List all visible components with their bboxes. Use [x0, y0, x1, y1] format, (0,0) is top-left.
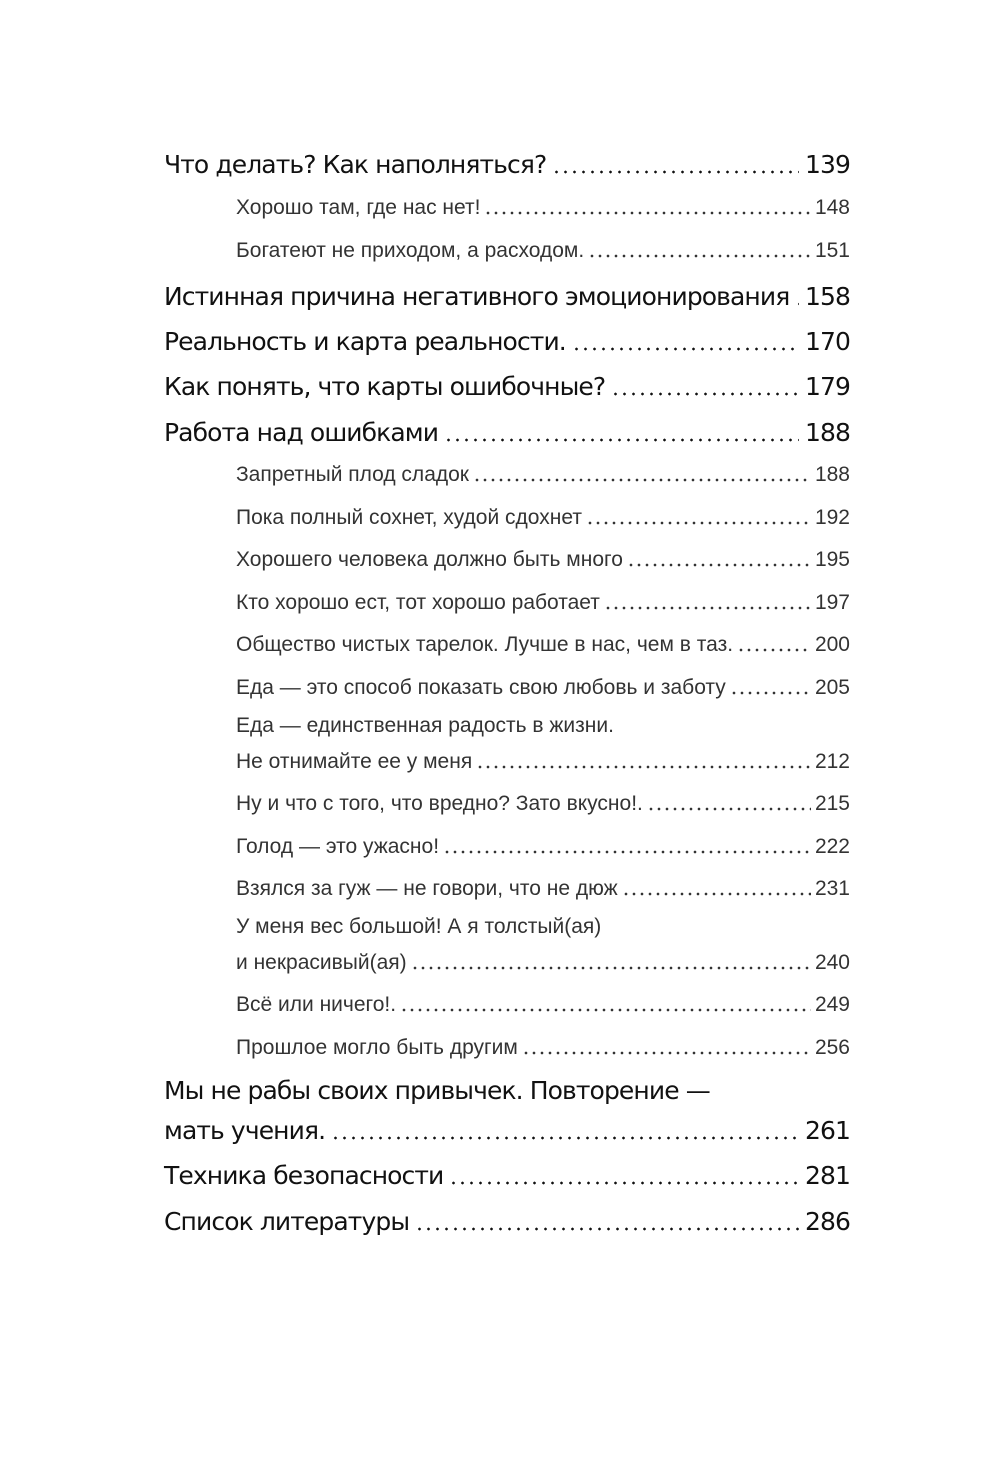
leader-dots	[522, 1051, 811, 1055]
toc-subentry	[236, 989, 850, 1017]
toc-subentry	[236, 629, 850, 657]
toc-entry-title: мать учения.	[164, 1116, 326, 1145]
toc-subentry-title: Запретный плод сладок	[236, 463, 469, 486]
toc-entry-page: 286	[804, 1207, 850, 1236]
toc-subentry	[236, 788, 850, 816]
leader-dots	[444, 438, 799, 442]
toc-entry-title: Как понять, что карты ошибочные?	[164, 372, 606, 401]
leader-dots	[400, 1008, 811, 1012]
toc-entry	[164, 413, 850, 447]
toc-entry-title-line1: Мы не рабы своих привычек. Повторение —	[164, 1076, 710, 1105]
toc-subentry-title-line1: У меня вес большой! А я толстый(ая)	[236, 915, 602, 938]
toc-subentry-title: Хорошо там, где нас нет!	[236, 196, 481, 219]
toc-subentry-page: 148	[814, 196, 850, 219]
toc-subentry	[236, 502, 850, 530]
toc-entry-title: Работа над ошибками	[164, 418, 439, 447]
toc-subentry-page: 197	[814, 591, 850, 614]
toc-entry-title: Что делать? Как наполняться?	[164, 150, 547, 179]
leader-dots	[604, 606, 811, 610]
toc-entry-title: Техника безопасности	[164, 1161, 444, 1190]
toc-subentry-page: 205	[814, 676, 850, 699]
toc-subentry	[236, 746, 850, 774]
toc-entry	[164, 277, 850, 311]
toc-subentry-page: 240	[814, 951, 850, 974]
toc-subentry	[236, 192, 850, 220]
toc-entry-page: 281	[804, 1161, 850, 1190]
toc-subentry-page: 151	[814, 239, 850, 262]
toc-subentry-title: Богатеют не приходом, а расходом.	[236, 239, 585, 262]
leader-dots	[415, 1227, 799, 1231]
leader-dots	[473, 478, 811, 482]
leader-dots	[795, 302, 799, 306]
toc-subentry	[236, 672, 850, 700]
toc-subentry-page: 195	[814, 548, 850, 571]
leader-dots	[588, 254, 811, 258]
toc-subentry	[236, 235, 850, 263]
leader-dots	[411, 966, 811, 970]
leader-dots	[622, 892, 811, 896]
leader-dots	[484, 211, 810, 215]
toc-subentry-page: 200	[814, 633, 850, 656]
toc-subentry	[236, 947, 850, 975]
leader-dots	[572, 347, 799, 351]
toc-subentry	[236, 587, 850, 615]
toc-subentry-title: Прошлое могло быть другим	[236, 1036, 518, 1059]
toc-subentry-title: Еда — это способ показать свою любовь и заботу	[236, 676, 726, 699]
leader-dots	[476, 765, 811, 769]
leader-dots	[737, 648, 811, 652]
toc-entry-page: 139	[804, 150, 850, 179]
toc-subentry-page: 215	[814, 792, 850, 815]
toc-entry-page: 158	[804, 282, 850, 311]
toc-subentry-page: 249	[814, 993, 850, 1016]
toc-subentry-title: Ну и что с того, что вредно? Зато вкусно!.	[236, 792, 643, 815]
leader-dots	[586, 521, 811, 525]
leader-dots	[552, 170, 799, 174]
toc-subentry-page: 192	[814, 506, 850, 529]
toc-subentry-page: 222	[814, 835, 850, 858]
toc-subentry	[236, 544, 850, 572]
toc-subentry-title: Всё или ничего!.	[236, 993, 397, 1016]
toc-entry	[164, 145, 850, 179]
toc-subentry-title-line1: Еда — единственная радость в жизни.	[236, 714, 614, 737]
toc-subentry-page: 212	[814, 750, 850, 773]
toc-subentry-page: 256	[814, 1036, 850, 1059]
toc-entry	[164, 1202, 850, 1236]
leader-dots	[627, 563, 811, 567]
toc-subentry-title: Взялся за гуж — не говори, что не дюж	[236, 877, 618, 900]
toc-subentry	[236, 831, 850, 859]
toc-subentry	[236, 873, 850, 901]
leader-dots	[443, 850, 811, 854]
toc-entry	[164, 322, 850, 356]
toc-subentry-title: и некрасивый(ая)	[236, 951, 407, 974]
toc-subentry	[236, 1032, 850, 1060]
toc-subentry-page: 188	[814, 463, 850, 486]
toc-entry-title: Истинная причина негативного эмоционирования	[164, 282, 790, 311]
leader-dots	[647, 807, 811, 811]
toc-subentry-title: Кто хорошо ест, тот хорошо работает	[236, 591, 600, 614]
toc-entry-page: 261	[804, 1116, 850, 1145]
toc-entry	[164, 367, 850, 401]
toc-entry	[164, 1156, 850, 1190]
toc-subentry-title: Голод — это ужасно!	[236, 835, 440, 858]
toc-subentry-title: Не отнимайте ее у меня	[236, 750, 473, 773]
leader-dots	[331, 1136, 799, 1140]
toc-entry-title: Список литературы	[164, 1207, 410, 1236]
leader-dots	[730, 691, 811, 695]
toc-entry	[164, 1111, 850, 1145]
leader-dots	[611, 392, 799, 396]
toc-subentry-title: Хорошего человека должно быть много	[236, 548, 623, 571]
toc-subentry-title: Общество чистых тарелок. Лучше в нас, чем в таз.	[236, 633, 734, 656]
toc-subentry-title: Пока полный сохнет, худой сдохнет	[236, 506, 582, 529]
toc-entry-title: Реальность и карта реальности.	[164, 327, 566, 356]
toc-entry-page: 170	[804, 327, 850, 356]
leader-dots	[449, 1181, 799, 1185]
toc-subentry	[236, 459, 850, 487]
toc-subentry-page: 231	[814, 877, 850, 900]
toc-entry-page: 188	[804, 418, 850, 447]
toc-entry-page: 179	[804, 372, 850, 401]
